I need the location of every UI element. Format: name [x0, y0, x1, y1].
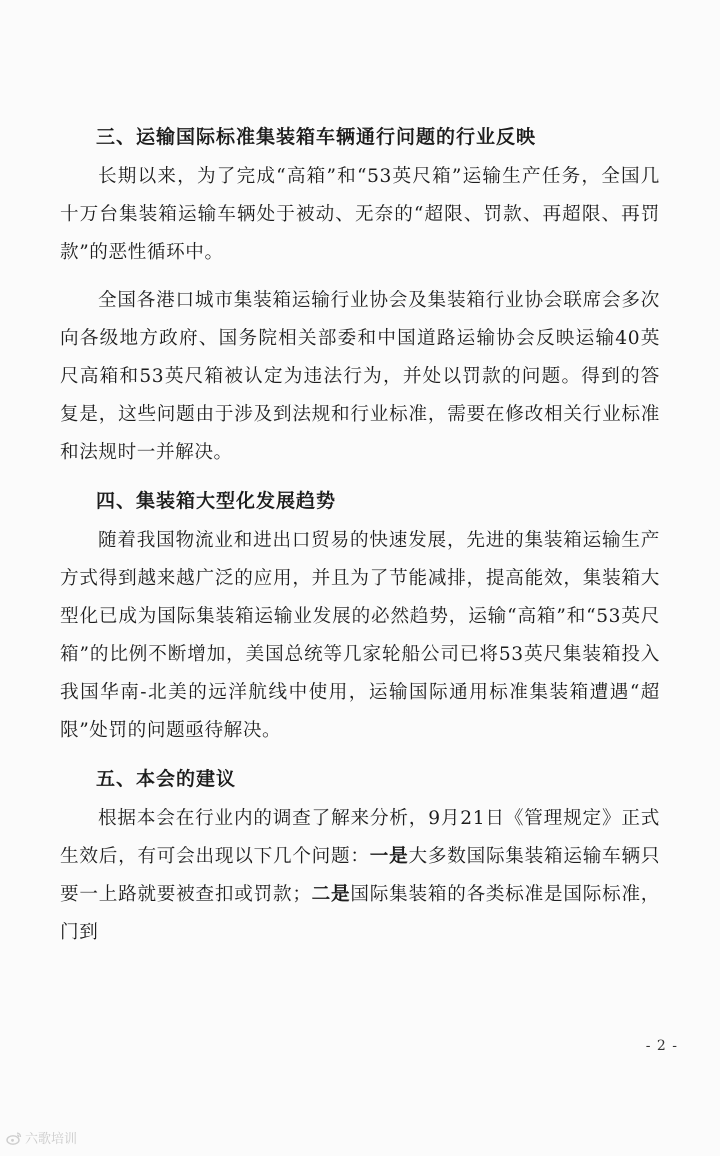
document-body: [60, 118, 660, 962]
weibo-logo-icon: [6, 1130, 22, 1146]
page-number: - 2 -: [645, 1038, 678, 1054]
emphasis-text: 二是: [311, 884, 351, 905]
paragraph: 全国各港口城市集装箱运输行业协会及集装箱行业协会联席会多次向各级地方政府、国务院相关部委和中国道路运输协会反映运输40英尺高箱和53英尺箱被认定为违法行为，并处以罚款的问题。得到的答复是，这些问题由于涉及到法规和行业标准，需要在修改相关行业标准和法规时一并解决。: [60, 290, 660, 463]
emphasis-text: 一是: [369, 846, 409, 867]
section-heading: 五、本会的建议: [96, 768, 237, 790]
section-heading: 四、集装箱大型化发展趋势: [96, 490, 337, 512]
watermark: [6, 1128, 77, 1147]
paragraph: 随着我国物流业和进出口贸易的快速发展，先进的集装箱运输生产方式得到越来越广泛的应用，并且为了节能减排，提高能效，集装箱大型化已成为国际集装箱运输业发展的必然趋势，运输“高箱”和“53英尺箱”的比例不断增加，美国总统等几家轮船公司已将53英尺集装箱投入我国华南-北美的远洋航线中使用，运输国际通用标准集装箱遭遇“超限”处罚的问题亟待解决。: [60, 530, 660, 741]
section-heading: 三、运输国际标准集装箱车辆通行问题的行业反映: [96, 126, 537, 148]
paragraph-text: 根据本会在行业内的调查了解来分析，9月21日《管理规定》正式生效后，有可会出现以下几个问题：: [60, 808, 660, 867]
paragraph: 长期以来，为了完成“高箱”和“53英尺箱”运输生产任务，全国几十万台集装箱运输车辆处于被动、无奈的“超限、罚款、再超限、再罚款”的恶性循环中。: [60, 166, 660, 263]
paragraph-text: 国际集装箱的各类标准是国际标准，门到: [60, 884, 660, 943]
paragraph: [60, 800, 660, 952]
paragraph-text: 大多数国际集装箱运输车辆只要一上路就要被查扣或罚款；: [60, 846, 661, 905]
watermark-text: 六歌培训: [25, 1132, 78, 1147]
